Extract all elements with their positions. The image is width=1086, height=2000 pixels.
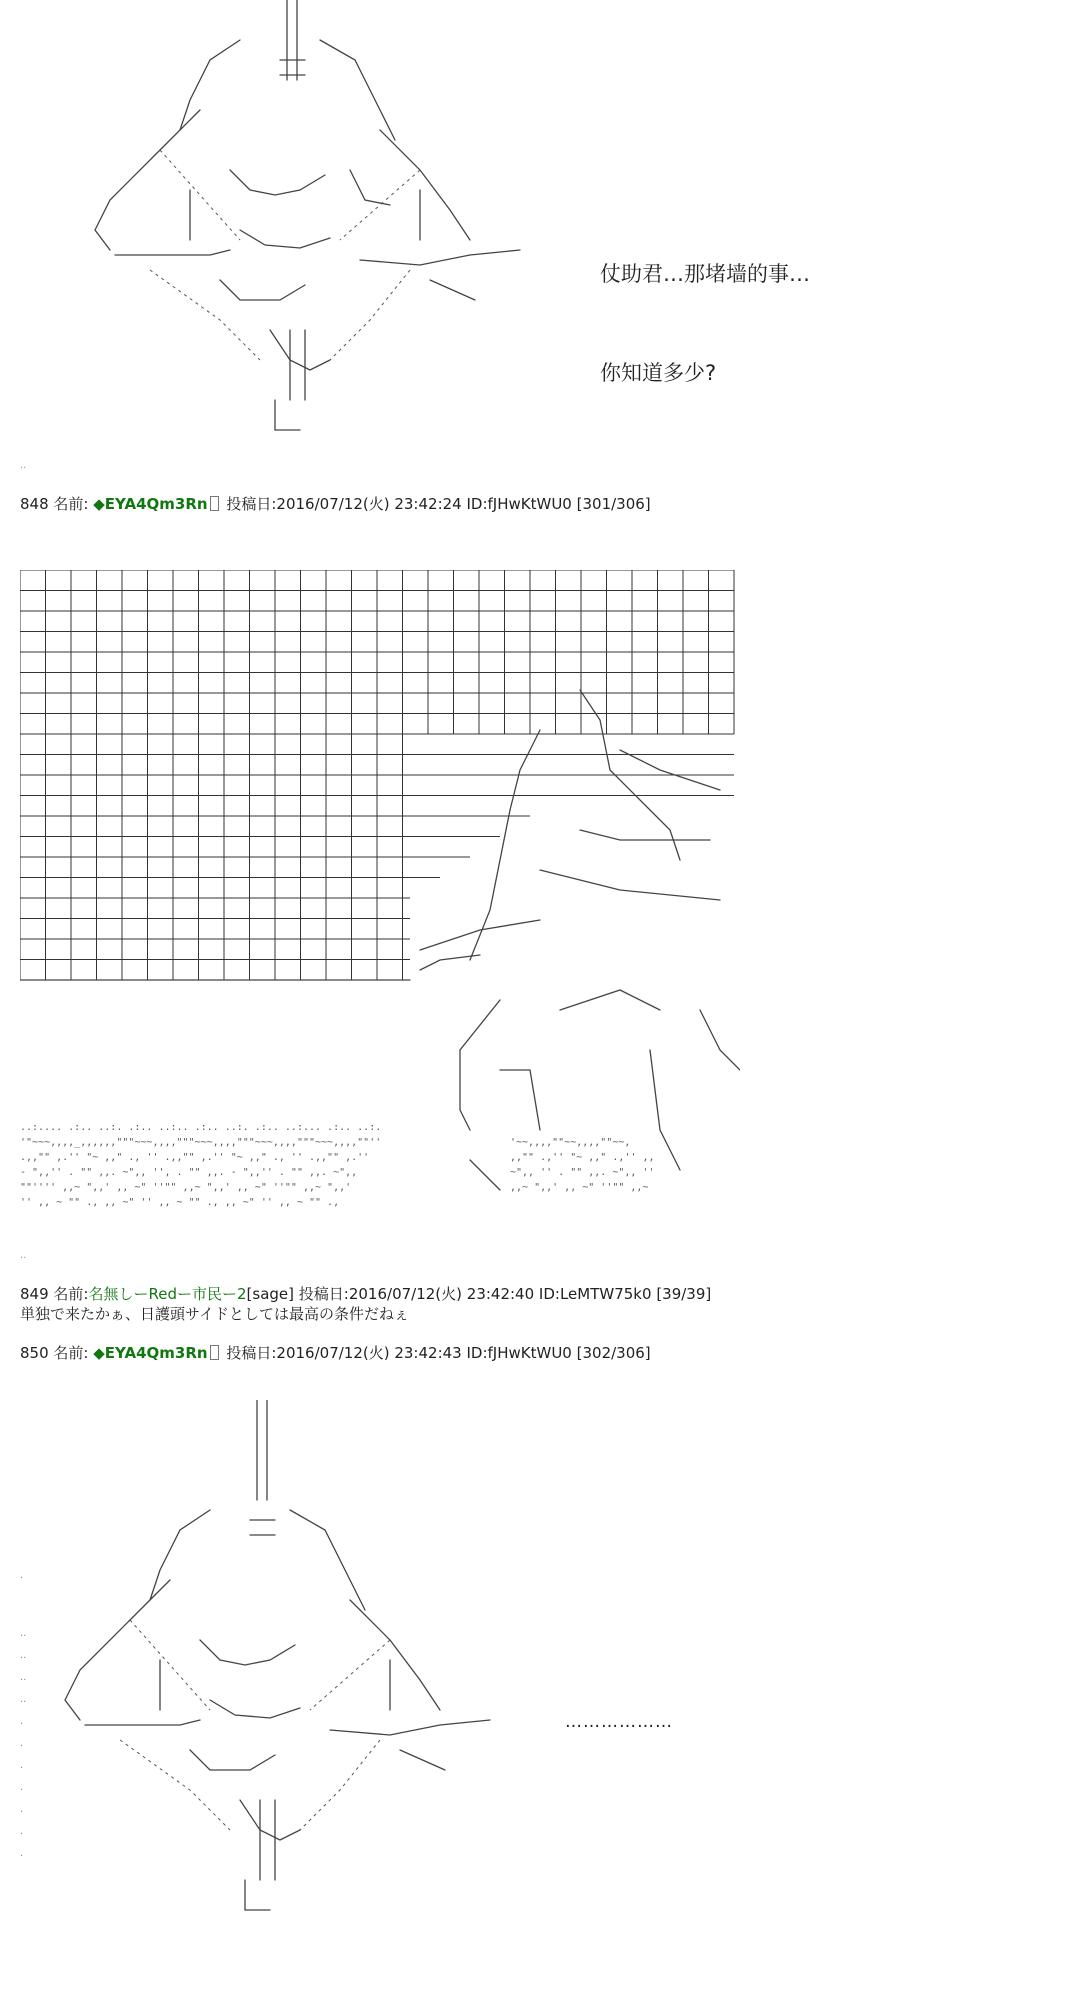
svg-text:.: .: [20, 1760, 24, 1771]
svg-text:..:.... .:.. ..:. .:.. ..:.. .: ..:.... .:.. ..:. .:.. ..:.. .:.. ..:. .:.. ..:... .:.. ..:.: [20, 1122, 382, 1133]
svg-text:~",, '' . "" ,,. ~",, '': ~",, '' . "" ,,. ~",, '': [510, 1167, 655, 1178]
svg-text:..: ..: [20, 1672, 27, 1683]
svg-text:'"~~~,,,,_,,,,,,"""~~~,,,,"""~: '"~~~,,,,_,,,,,,"""~~~,,,,"""~~~,,,,"""~~~,,,,"""~~~,,,,""'': [20, 1137, 382, 1148]
post-id[interactable]: ID:fJHwKtWU0: [466, 1344, 572, 1362]
post-header-850: [20, 1343, 651, 1363]
svg-text:..: ..: [20, 1650, 27, 1661]
post-id[interactable]: ID:fJHwKtWU0: [466, 495, 572, 513]
poster-name[interactable]: 名無しーRedー市民ー2: [88, 1285, 247, 1303]
svg-text:,,~ ",,' ,, ~" ''"" ,,~: ,,~ ",,' ,, ~" ''"" ,,~: [510, 1182, 649, 1193]
post-id[interactable]: ID:LeMTW75k0: [538, 1285, 652, 1303]
date-label: 投稿日:: [298, 1285, 349, 1303]
svg-text:,,"" .,'' "~ ,," .,'' ,,: ,,"" .,'' "~ ,," .,'' ,,: [510, 1152, 655, 1163]
mail-field: [sage]: [246, 1285, 294, 1303]
date-label: 投稿日:: [226, 495, 277, 513]
svg-text:.: .: [20, 1570, 24, 1581]
speech-line-1: 仗助君…那堵墙的事…: [600, 262, 810, 286]
post-header-849: [20, 1284, 711, 1304]
svg-text:""'''' ,,~ ",,' ,, ~" ''"" ,,~: ""'''' ,,~ ",,' ,, ~" ''"" ,,~ ",,' ,, ~" ''"" ,,~ ",,': [20, 1182, 352, 1193]
svg-text:.: .: [20, 1782, 24, 1793]
ellipsis-text-scene3: ………………: [565, 1712, 673, 1732]
speech-text-scene1: [600, 192, 810, 423]
post-count: [301/306]: [576, 495, 651, 513]
svg-text:..: ..: [20, 1628, 27, 1639]
name-label: 名前:: [53, 495, 89, 513]
svg-text:.: .: [20, 1716, 24, 1727]
svg-text:- ",,'' . "" ,,. ~",, '', . "": - ",,'' . "" ,,. ~",, '', . "" ,,. - ",,'' . "" ,,. ~",,: [20, 1167, 358, 1178]
name-label: 名前:: [53, 1344, 89, 1362]
post-count: [39/39]: [656, 1285, 712, 1303]
date-label: 投稿日:: [226, 1344, 277, 1362]
aa-wall-scene: [20, 570, 740, 1210]
trip-code[interactable]: ◆EYA4Qm3Rn: [93, 495, 208, 513]
aa-figure-scene1: [90, 0, 550, 440]
post-number: 850: [20, 1344, 49, 1362]
dots-marker-2: ..: [20, 1250, 27, 1261]
post-date: 2016/07/12(火) 23:42:43: [276, 1344, 462, 1362]
square-icon: [210, 1345, 219, 1360]
svg-text:..: ..: [20, 1694, 27, 1705]
svg-text:'~~,,,,""~~,,,,""~~,: '~~,,,,""~~,,,,""~~,: [510, 1137, 631, 1148]
post-number: 848: [20, 495, 49, 513]
post-date: 2016/07/12(火) 23:42:24: [276, 495, 462, 513]
post-header-848: [20, 494, 651, 514]
post-date: 2016/07/12(火) 23:42:40: [348, 1285, 535, 1303]
svg-text:.: .: [20, 1738, 24, 1749]
svg-text:.: .: [20, 1848, 24, 1859]
post-count: [302/306]: [576, 1344, 651, 1362]
svg-text:'' ,, ~ "" ., ,, ~" '' ,, ~ "": '' ,, ~ "" ., ,, ~" '' ,, ~ "" ., ,, ~" '' ,, ~ "" .,: [20, 1197, 340, 1208]
square-icon: [210, 496, 219, 511]
dots-marker: ..: [20, 460, 27, 471]
svg-text:.,,"" ,.'' "~ ,," ., '' .,,"": .,,"" ,.'' "~ ,," ., '' .,,"" ,.'' "~ ,," ., '' .,,"" ,.'': [20, 1152, 370, 1163]
svg-text:.: .: [20, 1804, 24, 1815]
post-number: 849: [20, 1285, 49, 1303]
trip-code[interactable]: ◆EYA4Qm3Rn: [93, 1344, 208, 1362]
post-body-849: 単独で来たかぁ、日護頭サイドとしては最高の条件だねぇ: [20, 1305, 409, 1323]
aa-figure-scene3: [20, 1400, 540, 1960]
name-label: 名前:: [53, 1285, 89, 1303]
speech-line-2: 你知道多少?: [600, 361, 717, 385]
svg-text:.: .: [20, 1826, 24, 1837]
